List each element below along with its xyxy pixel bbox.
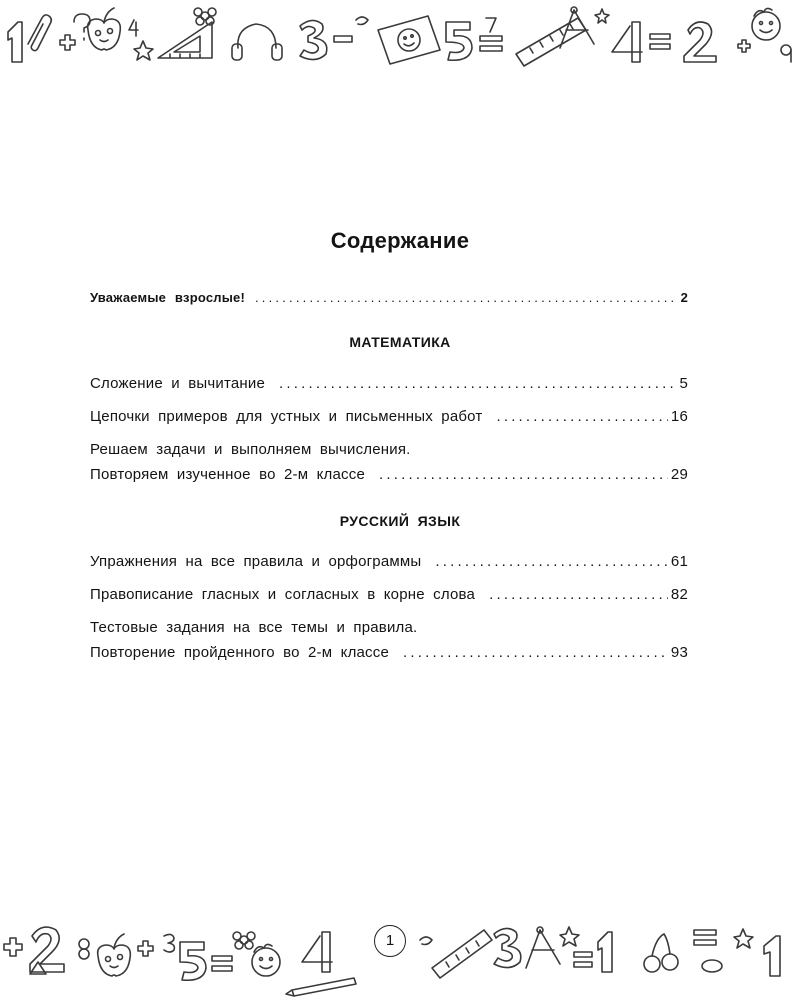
toc-entry-page: 16 bbox=[670, 408, 688, 425]
toc-entry-label: Сложение и вычитание bbox=[90, 375, 266, 392]
equals-doodle-3 bbox=[694, 930, 716, 945]
star-icon-2 bbox=[595, 9, 609, 23]
dot-leader bbox=[279, 375, 676, 392]
toc-entry[interactable] bbox=[90, 586, 688, 603]
banknote-icon bbox=[378, 16, 440, 64]
page-number: 1 bbox=[374, 925, 406, 957]
dot-leader bbox=[379, 466, 668, 483]
smiley-icon bbox=[752, 8, 780, 40]
equals-doodle bbox=[212, 956, 232, 971]
star-icon bbox=[134, 41, 153, 60]
triangle-ruler-icon bbox=[158, 22, 212, 58]
plus-doodle bbox=[4, 938, 22, 956]
small-four-doodle bbox=[129, 20, 138, 36]
toc-entry[interactable] bbox=[90, 408, 688, 425]
star-icon-2 bbox=[734, 929, 753, 948]
toc-entry-page: 5 bbox=[679, 375, 688, 392]
toc-entry-page: 61 bbox=[670, 553, 688, 570]
toc-entry-label: Уважаемые взрослые! bbox=[90, 290, 245, 305]
dot-leader bbox=[255, 290, 678, 305]
toc-entry-page: 2 bbox=[680, 290, 688, 305]
toc-entry-label-line1: Решаем задачи и выполняем вычисления. bbox=[90, 441, 411, 458]
top-decorative-border bbox=[0, 0, 800, 70]
toc-entry-label-line1: Тестовые задания на все темы и правила. bbox=[90, 619, 418, 636]
toc-entry-page: 29 bbox=[670, 466, 688, 483]
paperclip-icon bbox=[28, 15, 51, 51]
toc-entry-page: 93 bbox=[670, 644, 688, 661]
section-heading-math: МАТЕМАТИКА bbox=[349, 334, 451, 350]
ruler-icon bbox=[516, 18, 586, 66]
digit-five-doodle bbox=[180, 942, 206, 980]
toc-entry[interactable] bbox=[90, 466, 688, 483]
swirl-doodle bbox=[356, 17, 368, 25]
ruler-icon bbox=[432, 930, 492, 978]
digit-five-doodle bbox=[446, 22, 472, 60]
dot-leader bbox=[496, 408, 667, 425]
nine-doodle bbox=[781, 45, 791, 62]
cherries-icon bbox=[644, 934, 678, 972]
apple-icon bbox=[88, 8, 121, 50]
plus-doodle bbox=[60, 35, 75, 50]
compass-icon bbox=[526, 927, 560, 968]
dot-leader bbox=[403, 644, 668, 661]
toc-entry[interactable] bbox=[90, 375, 688, 392]
swirl-doodle bbox=[420, 937, 432, 945]
dot-leader bbox=[435, 553, 668, 570]
section-heading-russian: РУССКИЙ ЯЗЫК bbox=[339, 513, 461, 529]
oval-doodle bbox=[702, 960, 722, 972]
toc-entry-label: Повторение пройденного во 2-м классе bbox=[90, 644, 390, 661]
small-three-doodle bbox=[164, 934, 174, 952]
digit-four-doodle bbox=[612, 22, 642, 62]
apple-icon bbox=[98, 934, 131, 976]
plus-doodle-2 bbox=[138, 941, 153, 956]
digit-three-doodle bbox=[300, 20, 327, 59]
small-eight-doodle bbox=[79, 939, 89, 959]
digit-one-doodle bbox=[598, 932, 612, 972]
digit-three-doodle bbox=[494, 928, 521, 967]
toc-entry-intro[interactable] bbox=[90, 290, 688, 305]
minus-doodle bbox=[334, 36, 352, 42]
digit-one-doodle-2 bbox=[764, 936, 780, 976]
equals-doodle-2 bbox=[650, 34, 670, 49]
equals-doodle bbox=[480, 36, 502, 51]
headphones-icon bbox=[232, 24, 282, 60]
toc-entry-label: Цепочки примеров для устных и письменных работ bbox=[90, 408, 483, 425]
toc-entry-label: Повторяем изученное во 2-м классе bbox=[90, 466, 365, 483]
digit-one-doodle bbox=[8, 22, 22, 62]
toc-entry-label: Упражнения на все правила и орфограммы bbox=[90, 553, 422, 570]
seven-doodle bbox=[486, 18, 496, 32]
toc-entry[interactable] bbox=[90, 553, 688, 570]
flower-icon bbox=[233, 932, 255, 949]
pencil-icon bbox=[286, 978, 356, 996]
page-title: Содержание bbox=[330, 228, 470, 253]
digit-four-doodle bbox=[302, 932, 332, 972]
toc-entry-label: Правописание гласных и согласных в корне слова bbox=[90, 586, 476, 603]
toc-entry-page: 82 bbox=[670, 586, 688, 603]
star-icon bbox=[560, 927, 579, 946]
dot-leader bbox=[489, 586, 668, 603]
plus-doodle-2 bbox=[738, 40, 750, 52]
smiley-icon bbox=[252, 944, 280, 976]
digit-two-doodle bbox=[684, 22, 716, 62]
equals-doodle-2 bbox=[574, 952, 592, 967]
toc-entry[interactable] bbox=[90, 644, 688, 661]
